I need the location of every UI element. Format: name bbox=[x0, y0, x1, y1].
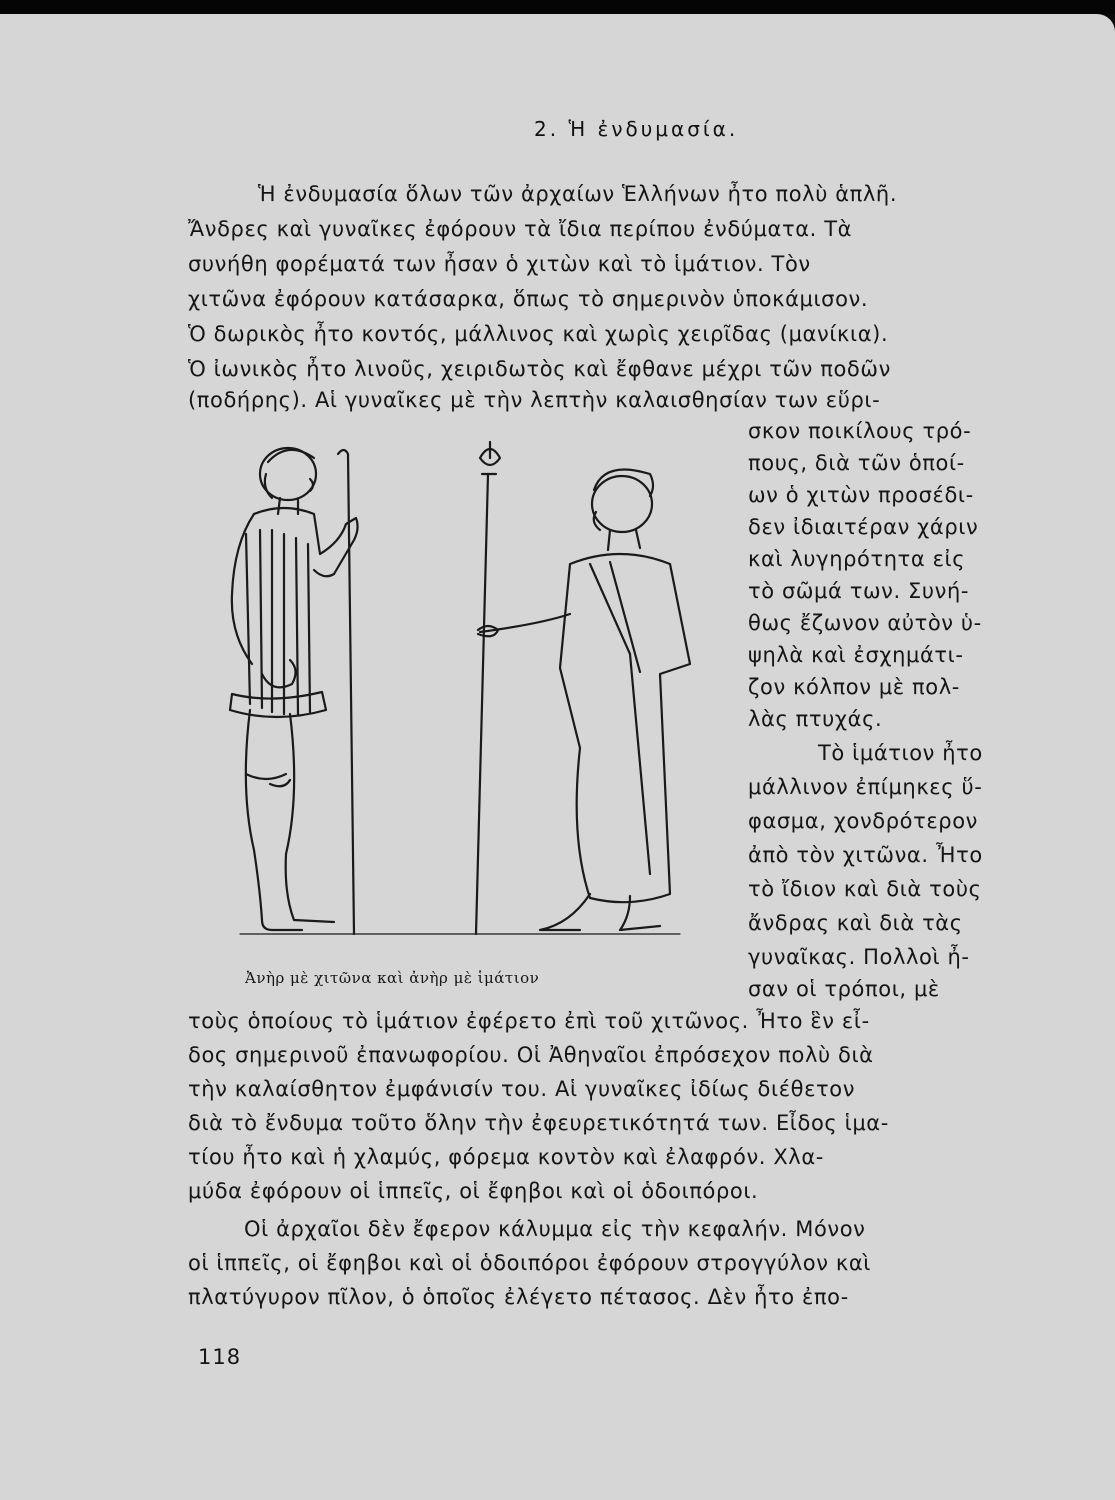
section-heading: 2. Ἡ ἐνδυμασία. bbox=[534, 117, 739, 141]
text-line: Τὸ ἱμάτιον ἦτο bbox=[818, 741, 983, 765]
text-line: σκον ποικίλους τρό- bbox=[748, 419, 972, 443]
man-in-chiton-figure bbox=[230, 448, 358, 930]
figure-caption: Ἀνὴρ μὲ χιτῶνα καὶ ἀνὴρ μὲ ἱμάτιον bbox=[245, 969, 540, 987]
text-line: μάλλινον ἐπίμηκες ὕ- bbox=[748, 775, 983, 799]
text-line: γυναῖκας. Πολλοὶ ἦ- bbox=[748, 945, 970, 969]
scan-edge bbox=[0, 0, 1115, 14]
text-line: τὸ ἴδιον καὶ διὰ τοὺς bbox=[748, 877, 982, 901]
text-line: τοὺς ὁποίους τὸ ἱμάτιον ἐφέρετο ἐπὶ τοῦ χιτῶνος. Ἦτο ἓν εἶ- bbox=[188, 1009, 870, 1033]
text-line: Ἡ ἐνδυμασία ὅλων τῶν ἀρχαίων Ἑλλήνων ἦτο πολὺ ἁπλῆ. bbox=[258, 182, 898, 206]
text-line: χιτῶνα ἐφόρουν κατάσαρκα, ὅπως τὸ σημερινὸν ὑποκάμισον. bbox=[188, 287, 869, 311]
text-line: πους, διὰ τῶν ὁποί- bbox=[748, 451, 965, 475]
text-line: Ἄνδρες καὶ γυναῖκες ἐφόρουν τὰ ἴδια περίπου ἐνδύματα. Τὰ bbox=[188, 217, 853, 241]
sceptre bbox=[476, 474, 488, 934]
text-line: Οἱ ἀρχαῖοι δὲν ἔφερον κάλυμμα εἰς τὴν κεφαλήν. Μόνον bbox=[244, 1217, 866, 1241]
book-page bbox=[0, 14, 1115, 1500]
text-line: (ποδήρης). Αἱ γυναῖκες μὲ τὴν λεπτὴν καλαισθησίαν των εὕρι- bbox=[188, 388, 881, 412]
text-line: πλατύγυρον πῖλον, ὁ ὁποῖος ἐλέγετο πέτασος. Δὲν ἦτο ἐπο- bbox=[188, 1285, 849, 1309]
text-line: διὰ τὸ ἔνδυμα τοῦτο ὅλην τὴν ἐφευρετικότητά των. Εἶδος ἱμα- bbox=[188, 1111, 889, 1135]
staff-left bbox=[338, 450, 354, 934]
text-line: σαν οἱ τρόποι, μὲ bbox=[748, 977, 940, 1001]
text-line: μύδα ἐφόρουν οἱ ἱππεῖς, οἱ ἔφηβοι καὶ οἱ ὁδοιπόροι. bbox=[188, 1179, 759, 1203]
illustration-two-men bbox=[210, 434, 710, 954]
text-line: Ὁ δωρικὸς ἦτο κοντός, μάλλινος καὶ χωρὶς χειρῖδας (μανίκια). bbox=[188, 322, 889, 346]
text-line: ἀπὸ τὸν χιτῶνα. Ἦτο bbox=[748, 843, 983, 867]
page-number: 118 bbox=[198, 1345, 242, 1369]
text-line: καὶ λυγηρότητα εἰς bbox=[748, 547, 966, 571]
text-line: δεν ἰδιαιτέραν χάριν bbox=[748, 515, 979, 539]
text-line: συνήθη φορέματά των ἦσαν ὁ χιτὼν καὶ τὸ ἱμάτιον. Τὸν bbox=[188, 252, 811, 276]
text-line: φασμα, χονδρότερον bbox=[748, 809, 978, 833]
text-line: τὴν καλαίσθητον ἐμφάνισίν του. Αἱ γυναῖκες ἰδίως διέθετον bbox=[188, 1077, 856, 1101]
text-line: ἄνδρας καὶ διὰ τὰς bbox=[748, 911, 963, 935]
text-line: ψηλὰ καὶ ἐσχημάτι- bbox=[748, 643, 964, 667]
text-line: ζον κόλπον μὲ πολ- bbox=[748, 675, 960, 699]
text-line: τὸ σῶμά των. Συνή- bbox=[748, 579, 970, 603]
text-line: ων ὁ χιτὼν προσέδι- bbox=[748, 483, 974, 507]
text-line: οἱ ἱππεῖς, οἱ ἔφηβοι καὶ οἱ ὁδοιπόροι ἐφόρουν στρογγύλον καὶ bbox=[188, 1251, 871, 1275]
text-line: λὰς πτυχάς. bbox=[748, 707, 883, 731]
man-in-himation-figure bbox=[478, 470, 690, 930]
text-line: δος σημερινοῦ ἐπανωφορίου. Οἱ Ἀθηναῖοι ἐπρόσεχον πολὺ διὰ bbox=[188, 1043, 874, 1067]
text-line: Ὁ ἰωνικὸς ἦτο λινοῦς, χειριδωτὸς καὶ ἔφθανε μέχρι τῶν ποδῶν bbox=[188, 357, 891, 381]
text-line: θως ἔζωνον αὐτὸν ὑ- bbox=[748, 611, 982, 635]
text-line: τίου ἦτο καὶ ἡ χλαμύς, φόρεμα κοντὸν καὶ ἐλαφρόν. Χλα- bbox=[188, 1145, 824, 1169]
